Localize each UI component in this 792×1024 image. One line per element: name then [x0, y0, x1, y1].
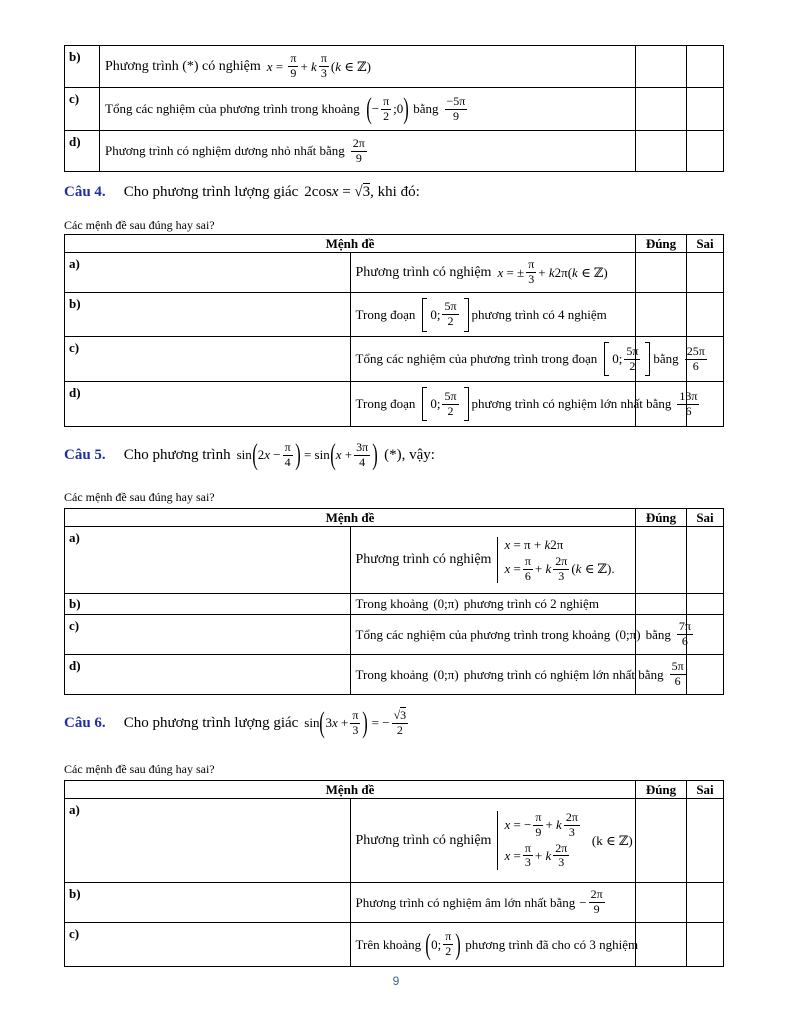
true-answer-cell[interactable]: [636, 594, 687, 615]
statement-text: Phương trình có nghiệm âm lớn nhất bằng: [355, 894, 576, 910]
question-number: Câu 4.: [64, 184, 106, 200]
interval: 0; 5π 2: [419, 387, 471, 421]
interval: (0;π): [433, 596, 459, 611]
statement-cell: [350, 293, 636, 337]
math-value: 2π 9: [352, 135, 365, 165]
false-answer-cell[interactable]: [687, 655, 724, 695]
table-row: [65, 527, 724, 594]
solution-system: [497, 537, 618, 584]
false-answer-cell[interactable]: [687, 46, 724, 88]
solution-line-1: x = π + k2π: [504, 536, 564, 552]
statement-text: Phương trình (*) có nghiệm: [105, 58, 261, 74]
interval: (0;π): [433, 666, 459, 682]
statement-text: bằng: [413, 101, 439, 116]
table-header-row: [65, 509, 724, 527]
false-answer-cell[interactable]: [687, 923, 724, 967]
statement-cell: [350, 615, 691, 655]
instruction: Các mệnh đề sau đúng hay sai?: [64, 218, 215, 232]
table-cau6: [64, 780, 724, 967]
question-text: (*), vậy:: [384, 446, 435, 463]
table-cau3-continued: [64, 45, 724, 172]
table-row: [65, 88, 724, 131]
statement-text: phương trình có nghiệm lớn nhất bằng: [471, 396, 672, 411]
header-false: Sai: [687, 235, 724, 253]
statement-cell: [350, 527, 636, 594]
question-text: Cho phương trình lượng giác: [123, 184, 299, 200]
table-cau5: [64, 508, 724, 695]
table-cau4: [64, 234, 724, 427]
header-true: Đúng: [636, 509, 687, 527]
statement-text: Phương trình có nghiệm: [355, 552, 492, 567]
question-4: [64, 184, 420, 201]
row-label: a): [65, 253, 351, 293]
true-answer-cell[interactable]: [636, 883, 687, 923]
table-row: [65, 615, 724, 655]
math-value: 25π 6: [686, 343, 705, 373]
statement-text: bằng: [653, 351, 679, 366]
interval: 0; 5π 2: [601, 342, 653, 376]
statement-text: phương trình có 2 nghiệm: [463, 596, 599, 611]
statement-cell: [100, 131, 636, 172]
table-header-row: [65, 781, 724, 799]
row-label: b): [65, 293, 351, 337]
table-row: [65, 131, 724, 172]
statement-text: Trong khoảng: [355, 596, 429, 611]
math-value: − 2π 9: [579, 887, 603, 916]
statement-text: phương trình đã cho có 3 nghiệm: [465, 936, 639, 952]
statement-cell: [350, 382, 698, 427]
row-label: c): [65, 88, 100, 131]
true-answer-cell[interactable]: [636, 46, 687, 88]
statement-text: Phương trình có nghiệm: [355, 264, 492, 280]
interval: ( − π 2 ;0 ): [365, 92, 409, 125]
math-expression: sin ( 3 x + π 3 ) = − √3 2: [304, 706, 407, 739]
solution-system: [497, 811, 585, 870]
instruction: Các mệnh đề sau đúng hay sai?: [64, 490, 215, 504]
table-row: [65, 253, 724, 293]
statement-text: Tổng các nghiệm của phương trình trong đoạn: [355, 351, 598, 366]
question-6: [64, 708, 410, 738]
false-answer-cell[interactable]: [687, 527, 724, 594]
table-row: [65, 382, 724, 427]
false-answer-cell[interactable]: [687, 799, 724, 883]
statement-cell: [100, 88, 636, 131]
statement-cell: [350, 799, 636, 883]
statement-text: bằng: [645, 626, 671, 642]
table-row: [65, 293, 724, 337]
question-text: Cho phương trình lượng giác: [123, 714, 299, 731]
statement-cell: [350, 655, 684, 695]
header-statement: Mệnh đề: [65, 235, 636, 253]
table-row: [65, 594, 724, 615]
question-number: Câu 5.: [64, 446, 106, 463]
interval: (0;π): [615, 626, 641, 642]
statement-cell: [350, 923, 639, 967]
statement-cell: [350, 883, 636, 923]
true-answer-cell[interactable]: [636, 799, 687, 883]
table-row: [65, 883, 724, 923]
math-value: 7π 6: [678, 619, 691, 648]
statement-cell: [350, 337, 705, 382]
solution-line-2: x = π 6 + k 2π 3 ( k ∈ ℤ).: [504, 553, 615, 583]
statement-cell: [350, 253, 636, 293]
statement-text: Phương trình có nghiệm: [355, 832, 492, 848]
instruction: Các mệnh đề sau đúng hay sai?: [64, 762, 215, 776]
header-true: Đúng: [636, 781, 687, 799]
true-answer-cell[interactable]: [636, 923, 687, 967]
statement-text: Trong khoảng: [355, 666, 429, 682]
interval: 0; 5π 2: [419, 298, 471, 332]
question-text: Cho phương trình: [123, 446, 231, 463]
math-value: 5π 6: [671, 659, 684, 688]
question-text: , khi đó:: [370, 184, 420, 200]
row-label: b): [65, 46, 100, 88]
false-answer-cell[interactable]: [687, 131, 724, 172]
row-label: a): [65, 799, 351, 883]
math-expression: x = π 9 + k π 3 ( k ∈ ℤ): [266, 51, 371, 80]
true-answer-cell[interactable]: [636, 527, 687, 594]
table-row: [65, 923, 724, 967]
row-label: d): [65, 131, 100, 172]
question-number: Câu 6.: [64, 714, 106, 731]
false-answer-cell[interactable]: [687, 293, 724, 337]
statement-text: Trong đoạn: [355, 306, 416, 322]
statement-text: Trong đoạn: [355, 396, 416, 411]
false-answer-cell[interactable]: [687, 883, 724, 923]
table-row: [65, 655, 724, 695]
statement-cell: [350, 594, 636, 615]
statement-cell: [100, 46, 636, 88]
header-statement: Mệnh đề: [65, 509, 636, 527]
header-statement: Mệnh đề: [65, 781, 636, 799]
statement-text: Tổng các nghiệm của phương trình trong khoảng: [105, 101, 360, 116]
math-value: 13π 6: [679, 388, 698, 418]
page-number: 9: [392, 974, 400, 988]
false-answer-cell[interactable]: [687, 594, 724, 615]
false-answer-cell[interactable]: [687, 88, 724, 131]
row-label: c): [65, 337, 351, 382]
row-label: c): [65, 615, 351, 655]
statement-text: Trên khoảng: [355, 936, 422, 952]
statement-text: phương trình có nghiệm lớn nhất bằng: [463, 666, 664, 682]
header-false: Sai: [687, 509, 724, 527]
header-false: Sai: [687, 781, 724, 799]
solution-line-2: x = π 3 + k 2π 3: [504, 840, 568, 870]
table-header-row: [65, 235, 724, 253]
row-label: d): [65, 382, 351, 427]
row-label: d): [65, 655, 351, 695]
math-expression: x = ± π 3 + k 2π( k ∈ ℤ): [497, 257, 608, 286]
interval: ( 0; π 2 ): [425, 927, 462, 961]
math-condition: (k ∈ ℤ): [591, 832, 633, 848]
math-value: −5π 9: [446, 93, 466, 123]
statement-text: Tổng các nghiệm của phương trình trong khoảng: [355, 626, 611, 642]
true-answer-cell[interactable]: [636, 253, 687, 293]
row-label: c): [65, 923, 351, 967]
question-5: [64, 440, 435, 470]
table-row: [65, 799, 724, 883]
false-answer-cell[interactable]: [687, 253, 724, 293]
true-answer-cell[interactable]: [636, 131, 687, 172]
row-label: b): [65, 883, 351, 923]
statement-text: phương trình có 4 nghiệm: [471, 306, 607, 322]
table-row: [65, 46, 724, 88]
table-row: [65, 337, 724, 382]
math-expression: sin ( 2 x − π 4 ) = sin ( x + 3π 4 ): [236, 438, 378, 471]
row-label: b): [65, 594, 351, 615]
solution-line-1: x = − π 9 + k 2π 3: [504, 809, 578, 839]
true-answer-cell[interactable]: [636, 88, 687, 131]
math-expression: 2cosx = √3: [304, 184, 371, 200]
true-answer-cell[interactable]: [636, 293, 687, 337]
row-label: a): [65, 527, 351, 594]
header-true: Đúng: [636, 235, 687, 253]
statement-text: Phương trình có nghiệm dương nhỏ nhất bằng: [105, 143, 345, 158]
